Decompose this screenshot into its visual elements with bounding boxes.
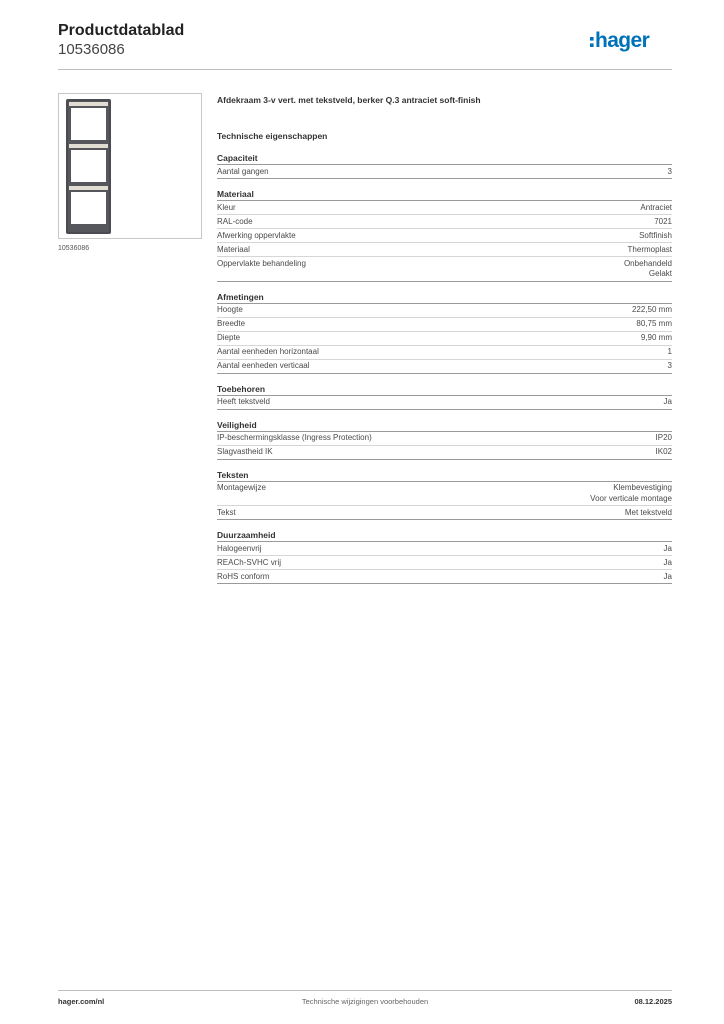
spec-value-line: 7021 (654, 216, 672, 226)
spec-label: Kleur (217, 202, 236, 212)
section-title: Materiaal (217, 188, 672, 201)
spec-label: RAL-code (217, 216, 253, 226)
spec-value-line: 80,75 mm (636, 319, 672, 328)
spec-row (217, 332, 672, 346)
spec-section (217, 529, 672, 584)
spec-row (217, 432, 672, 446)
spec-value (668, 347, 672, 358)
spec-value (624, 259, 672, 280)
spec-value (664, 397, 672, 408)
spec-label: RoHS conform (217, 571, 270, 581)
spec-label: Heeft tekstveld (217, 397, 270, 406)
document-number: 10536086 (58, 41, 125, 58)
technical-properties-heading: Technische eigenschappen (217, 131, 328, 141)
header-divider (58, 69, 672, 70)
spec-section (217, 291, 672, 374)
spec-value (639, 231, 672, 242)
footer-date: 08.12.2025 (634, 997, 672, 1006)
spec-label: Materiaal (217, 244, 250, 254)
spec-value (590, 483, 672, 504)
spec-value-line: 222,50 mm (631, 305, 672, 314)
page-footer (58, 997, 672, 1011)
footer-disclaimer: Technische wijzigingen voorbehouden (301, 997, 429, 1006)
spec-label: REACh-SVHC vrij (217, 557, 282, 567)
section-title: Afmetingen (217, 291, 672, 304)
spec-row (217, 201, 672, 215)
spec-row (217, 215, 672, 229)
spec-value-line: 3 (667, 361, 672, 370)
image-caption: 10536086 (58, 245, 90, 252)
spec-label: Breedte (217, 319, 246, 328)
spec-value-line: 3 (667, 166, 672, 176)
spec-label: Halogeenvrij (217, 543, 262, 553)
cover-frame-illustration (59, 94, 201, 238)
product-title: Afdekraam 3-v vert. met tekstveld, berker Q.3 antraciet soft-finish (217, 95, 481, 105)
footer-website[interactable]: hager.com/nl (58, 997, 105, 1006)
spec-section (217, 383, 672, 410)
spec-value-line: Ja (663, 557, 672, 567)
product-image (58, 93, 202, 239)
footer-divider (58, 990, 672, 991)
section-title: Capaciteit (217, 152, 672, 165)
spec-value-line: IP20 (655, 433, 672, 442)
spec-row (217, 165, 672, 179)
page-header (58, 22, 672, 70)
spec-value (625, 508, 672, 519)
section-title: Teksten (217, 469, 672, 482)
spec-section (217, 152, 672, 179)
spec-row (217, 304, 672, 318)
spec-row (217, 360, 672, 374)
spec-row (217, 446, 672, 460)
spec-label: Diepte (217, 333, 241, 342)
spec-label: IP-beschermingsklasse (Ingress Protection) (217, 433, 372, 442)
spec-value (668, 167, 672, 178)
spec-section (217, 419, 672, 460)
spec-label: Slagvastheid IK (217, 447, 273, 456)
spec-value (632, 305, 672, 316)
spec-row (217, 318, 672, 332)
spec-value (668, 361, 672, 372)
section-title: Toebehoren (217, 383, 672, 396)
section-title: Duurzaamheid (217, 529, 672, 542)
spec-value-line: Met tekstveld (624, 507, 672, 517)
spec-row (217, 346, 672, 360)
spec-row (217, 482, 672, 507)
spec-value (656, 433, 672, 444)
spec-value-line: Onbehandeld (623, 258, 672, 268)
spec-row (217, 556, 672, 570)
spec-value (628, 245, 672, 256)
hager-logo-text: hager (595, 29, 650, 52)
spec-row (217, 570, 672, 584)
spec-value (664, 572, 672, 583)
spec-label: Aantal eenheden verticaal (217, 361, 310, 370)
spec-row (217, 396, 672, 410)
spec-value (664, 558, 672, 569)
spec-value-line: Thermoplast (627, 244, 672, 254)
spec-value-line: Softfinish (639, 230, 672, 240)
document-title: Productdatablad (58, 22, 185, 39)
spec-value (654, 217, 672, 228)
spec-label: Montagewijze (217, 483, 266, 492)
spec-value-line: Gelakt (648, 269, 672, 278)
spec-row (217, 243, 672, 257)
spec-label: Afwerking oppervlakte (217, 230, 296, 240)
spec-value-line: Ja (663, 571, 672, 581)
spec-value-line: Ja (663, 397, 672, 406)
spec-value-line: Antraciet (640, 202, 672, 212)
spec-value (656, 447, 672, 458)
spec-value (664, 544, 672, 555)
spec-value-line: Klembevestiging (613, 483, 672, 492)
spec-value-line: Voor verticale montage (590, 493, 672, 503)
spec-label: Tekst (217, 507, 236, 517)
spec-value-line: 9,90 mm (640, 333, 672, 342)
spec-value (640, 203, 672, 214)
spec-value-line: 1 (667, 347, 672, 356)
spec-value (641, 333, 672, 344)
spec-label: Oppervlakte behandeling (217, 258, 306, 268)
spec-value (636, 319, 672, 330)
section-title: Veiligheid (217, 419, 672, 432)
hager-logo (590, 28, 672, 54)
spec-value-line: IK02 (655, 447, 672, 456)
spec-section (217, 188, 672, 282)
spec-section (217, 469, 672, 521)
spec-label: Aantal gangen (217, 166, 269, 176)
spec-value-line: Ja (663, 543, 672, 553)
spec-row (217, 506, 672, 520)
spec-row (217, 229, 672, 243)
spec-label: Hoogte (217, 305, 243, 314)
spec-label: Aantal eenheden horizontaal (217, 347, 319, 356)
product-content (217, 94, 672, 584)
specification-sections (217, 152, 672, 584)
spec-row (217, 257, 672, 282)
spec-row (217, 542, 672, 556)
